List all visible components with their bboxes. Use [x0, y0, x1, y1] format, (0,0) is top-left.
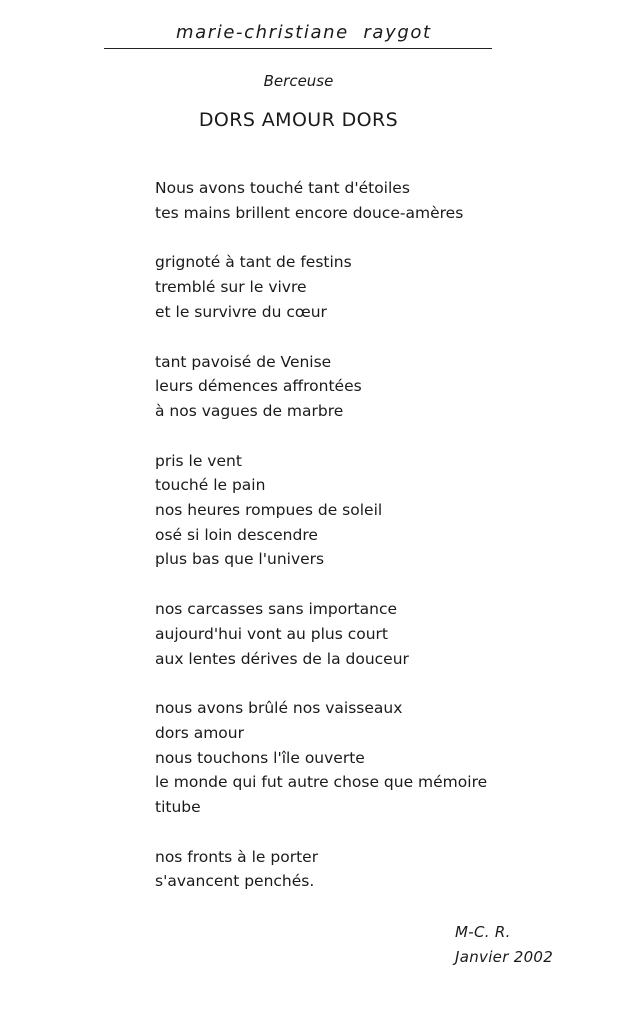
poem-line: tant pavoisé de Venise: [155, 352, 332, 371]
stanza-1: [155, 176, 487, 225]
poem-line: tremblé sur le vivre: [155, 278, 307, 297]
poem-line: Nous avons touché tant d'étoiles: [155, 179, 410, 197]
poem-line: plus bas que l'univers: [155, 550, 325, 569]
signature-date: Janvier 2002: [455, 948, 554, 966]
stanza-4: [155, 449, 487, 573]
poem-body: [155, 176, 487, 919]
poem-line: nos heures rompues de soleil: [155, 501, 383, 520]
poem-line: nos fronts à le porter: [155, 847, 319, 866]
poem-line: nos carcasses sans importance: [155, 600, 398, 619]
poem-line: à nos vagues de marbre: [155, 401, 344, 420]
stanza-5: [155, 597, 487, 671]
poem-line: dors amour: [155, 723, 244, 742]
poem-line: pris le vent: [155, 451, 242, 470]
signature-block: [455, 920, 553, 970]
poem-line: grignoté à tant de festins: [155, 253, 352, 272]
signature-initials: M-C. R.: [455, 923, 511, 941]
poem-line: osé si loin descendre: [155, 525, 318, 544]
poem-title: DORS AMOUR DORS: [198, 109, 399, 131]
poem-line: aux lentes dérives de la douceur: [155, 649, 409, 668]
stanza-7: [155, 845, 487, 894]
stanza-2: [155, 250, 487, 324]
poem-line: nous avons brûlé nos vaisseaux: [155, 699, 403, 718]
stanza-6: [155, 696, 487, 820]
poem-line: touché le pain: [155, 476, 266, 495]
poem-subtitle: Berceuse: [263, 72, 334, 90]
poem-line: s'avancent penchés.: [155, 872, 315, 891]
poem-line: tes mains brillent encore douce-amères: [155, 203, 464, 222]
poem-line: aujourd'hui vont au plus court: [155, 624, 388, 643]
poem-line: le monde qui fut autre chose que mémoire: [155, 773, 488, 792]
author-name: marie-christiane raygot: [176, 22, 432, 43]
header-rule: [104, 48, 492, 49]
poem-line: leurs démences affrontées: [155, 377, 362, 396]
poem-line: titube: [155, 798, 201, 817]
poem-line: nous touchons l'île ouverte: [155, 748, 365, 767]
poem-line: et le survivre du cœur: [155, 302, 327, 321]
stanza-3: [155, 350, 487, 424]
